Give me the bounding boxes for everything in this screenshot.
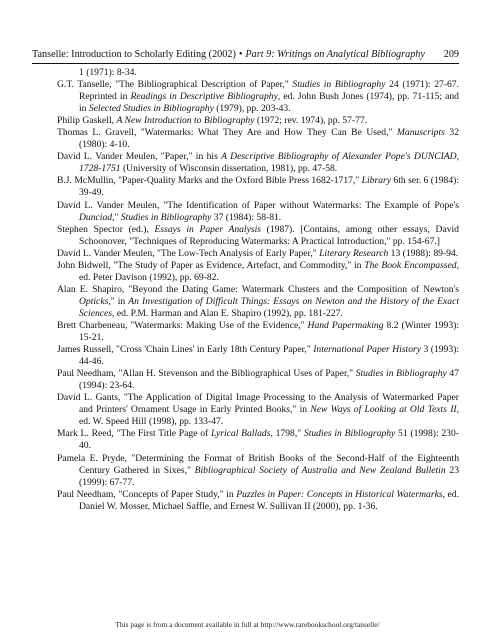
entry-text: Paul Needham, "Concepts of Paper Study," in (57, 488, 237, 500)
entry-italic-text: Studies in Bibliography (303, 428, 396, 440)
entry-italic-text: Hand Papermaking (307, 319, 384, 331)
entry-text: (1979), pp. 203-43. (213, 103, 291, 115)
entry-text: 47 (1994): 23-64. (79, 368, 459, 392)
entry-italic-text: Puzzles in Paper: Concepts in Historical Watermarks (236, 488, 443, 500)
entry-italic-text: Readings in Descriptive Bibliography (130, 91, 278, 103)
entry-italic-text: Bibliographical Society of Australia and New Zealand Bulletin (194, 464, 446, 476)
entry-text: Mark L. Reed, "The First Title Page of (57, 428, 211, 440)
entry-italic-text: Studies in Bibliography (120, 211, 212, 223)
bibliography-entry (57, 67, 459, 79)
entry-italic-text: The Book Encompassed (364, 259, 457, 271)
bibliography-entry (57, 284, 459, 320)
entry-italic-text: New Ways of Looking at Old Texts II (310, 404, 457, 416)
entry-text: ," in (108, 295, 129, 307)
entry-text: , ed. Peter Davison (1992), pp. 69-82. (79, 259, 460, 283)
entry-text: David L. Gants, "The Application of Digital Image Processing to the Analysis of Watermarked Paper and Printers' Ornament Usage in Early Printed Books," in (57, 392, 459, 416)
entry-italic-text: Literary Research (319, 247, 389, 259)
entry-text: Alan E. Shapiro, "Beyond the Dating Game: Watermark Clusters and the Composition of Newton's (57, 283, 459, 295)
entry-text: James Russell, "Cross 'Chain Lines' in Early 18th Century Paper," (57, 344, 314, 356)
part-title: Part 9: Writings on Analytical Bibliography (245, 49, 425, 60)
running-header (32, 49, 459, 61)
entry-text: ," (112, 211, 121, 223)
header-rule (32, 63, 459, 64)
page-number: 209 (443, 49, 459, 60)
entry-text: , 1798," (270, 428, 304, 440)
bibliography-entry (57, 344, 459, 368)
entry-text: 13 (1988): 89-94. (388, 247, 459, 259)
bibliography-entry (57, 489, 459, 513)
bibliography-entry (57, 428, 459, 452)
entry-text: , ed. Daniel W. Mosser, Michael Saffle, and Ernest W. Sullivan II (2000), pp. 1-36. (79, 488, 459, 512)
bibliography-entry (57, 368, 459, 392)
entry-text: Thomas L. Gravell, "Watermarks: What They Are and How They Can Be Used," (57, 127, 397, 139)
bibliography-entry (57, 320, 459, 344)
entry-text: David L. Vander Meulen, "The Identification of Paper without Watermarks: The Example of Pope's (57, 199, 459, 211)
bibliography-entry (57, 392, 459, 428)
entry-italic-text: International Paper History (313, 344, 422, 356)
entry-text: G.T. Tanselle, "The Bibliographical Description of Paper," (57, 79, 293, 91)
entry-text: (1972; rev. 1974), pp. 57-77. (254, 115, 368, 127)
entry-italic-text: Lyrical Ballads (210, 428, 271, 440)
entry-text: John Bidwell, "The Study of Paper as Evidence, Artefact, and Commodity," in (57, 259, 365, 271)
entry-text: David L. Vander Meulen, "The Low-Tech Analysis of Early Paper," (57, 247, 320, 259)
entry-text: 51 (1998): 230-40. (79, 428, 459, 452)
entry-text: 37 (1984): 58-81. (211, 211, 282, 223)
entry-text: (1987). [Contains, among other essays, David Schoonover, "Techniques of Reproducing Watermarks: A Practical Introduction," pp. 154-67.] (79, 223, 459, 247)
entry-text: David L. Vander Meulen, "Paper," in his (57, 151, 222, 163)
entry-italic-text: A New Introduction to Bibliography (116, 115, 255, 127)
bibliography-entry (57, 200, 459, 224)
entry-text: B.J. McMullin, "Paper-Quality Marks and the Oxford Bible Press 1682-1717," (57, 175, 362, 187)
entry-italic-text: Opticks (79, 295, 109, 307)
entry-italic-text: Studies in Bibliography (292, 79, 386, 91)
entry-text: , ed. John Bush Jones (1974), pp. 71-115; and in (79, 91, 459, 115)
bibliography-list (57, 67, 459, 513)
entry-text: 8.2 (Winter 1993): 15-21. (79, 319, 459, 344)
entry-italic-text: Essays in Paper Analysis (154, 223, 261, 235)
entry-text: Stephen Spector (ed.), (57, 223, 155, 235)
entry-text: 23 (1999): 67-77. (79, 464, 459, 488)
bibliography-entry (57, 175, 459, 199)
bibliography-entry (57, 453, 459, 489)
entry-italic-text: An Investigation of Difficult Things: Essays on Newton and the History of the Exact Sciences (79, 295, 460, 319)
bibliography-entry (57, 127, 459, 151)
entry-text: 1 (1971): 8-34. (79, 67, 137, 78)
footer-note: This page is from a document available in full at http://www.rarebookschool.org/tanselle/ (115, 620, 380, 629)
entry-text: 32 (1980): 4-10. (79, 127, 459, 151)
entry-text: Brett Charbeneau, "Watermarks: Making Use of the Evidence," (57, 319, 308, 331)
entry-text: (University of Wisconsin dissertation, 1981), pp. 47-58. (120, 163, 338, 175)
entry-italic-text: Manuscripts (396, 127, 445, 139)
entry-italic-text: A Descriptive Bibliography of Alexander Pope's DUNCIAD, 1728-1751 (79, 151, 459, 175)
entry-text: 24 (1971): 27-67. Reprinted in (79, 79, 460, 103)
entry-italic-text: Selected Studies in Bibliography (88, 103, 214, 115)
bibliography-entry (57, 224, 459, 248)
bibliography-entry (57, 260, 459, 284)
entry-text: 6th ser. 6 (1984): 39-49. (79, 175, 459, 199)
entry-text: , ed. W. Speed Hill (1998), pp. 133-47. (79, 404, 460, 428)
entry-text: Paul Needham, "Allan H. Stevenson and the Bibliographical Uses of Paper," (57, 368, 356, 380)
entry-text: Philip Gaskell, (57, 115, 117, 127)
entry-text: , ed. P.M. Harman and Alan E. Shapiro (1992), pp. 181-227. (112, 307, 343, 319)
bibliography-entry (57, 115, 459, 127)
bibliography-entry (57, 151, 459, 175)
entry-italic-text: Library (361, 175, 391, 187)
entry-italic-text: Studies in Bibliography (355, 368, 447, 380)
bibliography-entry (57, 79, 459, 115)
running-title: Tanselle: Introduction to Scholarly Editing (2002) (32, 49, 236, 60)
entry-text: 3 (1993): 44-46. (79, 344, 459, 368)
entry-italic-text: Dunciad (79, 211, 113, 223)
header-separator: • (238, 49, 243, 60)
entry-text: Pamela E. Pryde, "Determining the Format of British Books of the Second-Half of the Eighteenth Century Gathered in Sixes," (57, 452, 459, 476)
bibliography-entry (57, 248, 459, 260)
